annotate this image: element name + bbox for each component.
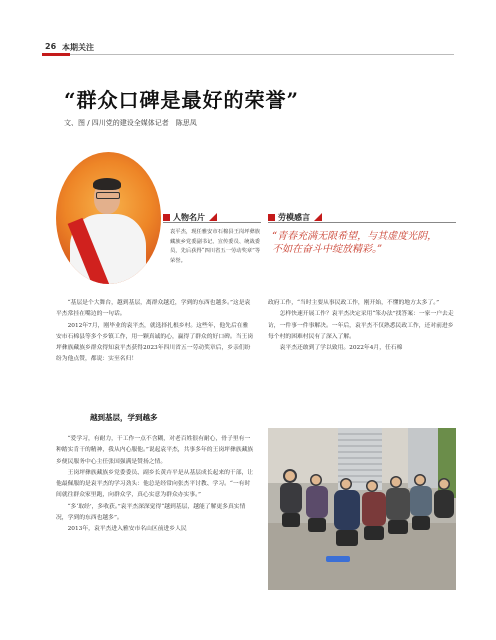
body-left-bottom [56, 434, 254, 536]
sentiment-rule [268, 222, 456, 223]
village-scene-photo [268, 428, 456, 590]
profile-title-marker-icon [163, 214, 170, 221]
header-rule [42, 54, 454, 55]
body-right-top [268, 298, 456, 354]
article-byline: 文、图 / 四川党的建设全媒体记者 陈思凤 [64, 119, 197, 127]
sentiment-title-triangle-icon [314, 213, 322, 221]
profile-title-triangle-icon [209, 213, 217, 221]
section-label: 本期关注 [62, 43, 94, 52]
paragraph: 王岗坪彝族藏族乡党委委员、副乡长黄卉平是从基层成长起来的干部，让他最佩服的是袁平杰的学习劲头：他总是经常向张杰平讨教、学习。“一有时间就往群众家里跑，向群众学，真心实意为群众办实事。” [56, 469, 254, 499]
paragraph: 2013年，袁平杰进入雅安市名山区前进乡人民 [67, 526, 187, 533]
header-rule-accent [42, 53, 70, 56]
portrait-photo [56, 152, 161, 284]
paragraph: “基层是个大舞台，越到基层，离群众越近，学到的东西也越多。”这是袁平杰常挂在嘴边的一句话。 [56, 300, 251, 318]
page-number: 26 [45, 42, 57, 51]
paragraph: 袁平杰还敢到了学以致用。2022年4月，任石棉 [279, 345, 403, 352]
sentiment-quote: “青春充满无限希望，与其虚度光阴，不如在奋斗中绽放精彩。” [272, 231, 438, 255]
paragraph: 怎样快速开展工作？袁平杰决定采用“笨办法”找答案：一家一户去走访，一件事一件事解决。一年后，袁平杰不仅熟悉民政工作，还对前进乡每个村的困难村民有了深入了解。 [268, 311, 454, 340]
article-title: “群众口碑是最好的荣誉” [64, 88, 300, 112]
profile-title-text: 人物名片 [173, 213, 205, 222]
profile-rule [163, 222, 261, 223]
sentiment-title-text: 劳模感言 [278, 213, 310, 222]
profile-text: 袁平杰，现任雅安市石棉县王岗坪彝族藏族乡党委副书记、宣传委员、统战委员，先后获得“四川省五一劳动奖章”等荣誉。 [170, 229, 261, 264]
paragraph: 2012年7月，刚毕业的袁平杰，就选择扎根乡村。这些年，他先后在雅安市石棉县等多个乡镇工作，用一颗真诚的心，赢得了群众的好口碑。当王岗坪彝族藏族乡群众得知袁平杰获得2023年四川省五一劳动奖章后，乡亲们纷纷为他点赞，都说：实至名归！ [56, 322, 254, 363]
portrait-hair [93, 178, 121, 190]
village-scene-illustration [268, 428, 456, 590]
sentiment-title-marker-icon [268, 214, 275, 221]
paragraph: 政府工作，“当时主要从事民政工作，刚开始，不懂的地方太多了。” [268, 300, 440, 306]
body-left-top [56, 298, 254, 366]
section-subhead: 越到基层，学到越多 [90, 413, 158, 422]
paragraph: “爱学习，有耐力，干工作一点不含糊，对老百姓很有耐心，骨子里有一种踏实肯干的精神，我从内心服他。”说起袁平杰，共事多年的王岗坪彝族藏族乡便民服务中心主任张国强满是赞扬之情。 [56, 436, 254, 465]
paragraph: “多‘取经’，多收获。”袁平杰深深觉得“越到基层，越能了解更多真实情况，学到的东西也越多”。 [56, 503, 246, 522]
portrait-glasses [96, 192, 120, 199]
